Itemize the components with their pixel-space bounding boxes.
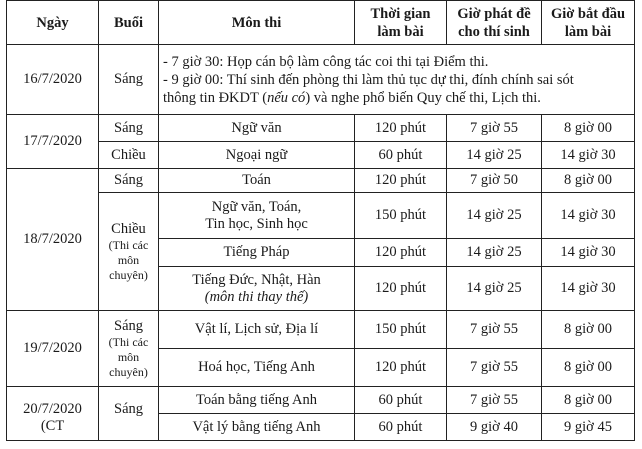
subject-cell: Vật lí, Lịch sử, Địa lí — [159, 311, 355, 349]
subject-cell: Toán bằng tiếng Anh — [159, 387, 355, 414]
duration-cell: 120 phút — [355, 349, 447, 387]
note-line: - 9 giờ 00: Thí sinh đến phòng thi làm thủ tục dự thi, đính chính sai sót — [163, 71, 574, 88]
handout-cell: 7 giờ 50 — [447, 169, 542, 193]
header-start — [542, 1, 635, 45]
date-cell: 16/7/2020 — [7, 45, 99, 115]
duration-cell: 150 phút — [355, 193, 447, 239]
session-cell: Sáng — [99, 115, 159, 142]
subject-cell: Ngữ văn — [159, 115, 355, 142]
header-row — [7, 1, 635, 45]
table-row — [7, 142, 635, 169]
date-line: 20/7/2020 — [23, 401, 82, 417]
start-cell: 8 giờ 00 — [542, 311, 635, 349]
subject-line: (môn thi thay thế) — [204, 288, 309, 305]
note-line — [163, 89, 631, 107]
note-italic: nếu có — [267, 89, 306, 106]
session-note: (Thi các — [108, 237, 149, 252]
header-duration-line2: làm bài — [377, 23, 424, 40]
table-row — [7, 387, 635, 414]
session-note: môn — [117, 252, 140, 267]
duration-cell: 120 phút — [355, 239, 447, 267]
session-cell: Sáng — [99, 169, 159, 193]
duration-cell: 60 phút — [355, 414, 447, 441]
header-subject: Môn thi — [159, 1, 355, 45]
start-cell: 14 giờ 30 — [542, 193, 635, 239]
handout-cell: 7 giờ 55 — [447, 349, 542, 387]
header-handout-line1: Giờ phát đề — [457, 5, 531, 22]
session-note: chuyên) — [109, 267, 148, 282]
start-cell: 14 giờ 30 — [542, 142, 635, 169]
duration-cell: 120 phút — [355, 169, 447, 193]
subject-line: Ngữ văn, Toán, — [211, 198, 302, 215]
start-cell: 8 giờ 00 — [542, 115, 635, 142]
date-line: (CT — [40, 418, 65, 434]
header-start-line2: làm bài — [564, 23, 612, 40]
duration-cell: 120 phút — [355, 267, 447, 311]
subject-cell: Toán — [159, 169, 355, 193]
table-row — [7, 115, 635, 142]
table-row — [7, 193, 635, 239]
start-cell: 8 giờ 00 — [542, 387, 635, 414]
notes-cell — [159, 45, 635, 115]
note-text: ) và nghe phổ biến Quy chế thi, Lịch thi. — [305, 89, 541, 106]
header-handout — [447, 1, 542, 45]
header-duration — [355, 1, 447, 45]
handout-cell: 14 giờ 25 — [447, 267, 542, 311]
header-start-line1: Giờ bắt đầu — [550, 5, 626, 22]
exam-schedule-table — [6, 0, 635, 441]
subject-cell — [159, 267, 355, 311]
duration-cell: 60 phút — [355, 387, 447, 414]
date-cell: 19/7/2020 — [7, 311, 99, 387]
session-cell — [99, 311, 159, 387]
subject-cell — [159, 193, 355, 239]
handout-cell: 14 giờ 25 — [447, 193, 542, 239]
date-cell: 18/7/2020 — [7, 169, 99, 311]
handout-cell: 9 giờ 40 — [447, 414, 542, 441]
subject-cell: Ngoại ngữ — [159, 142, 355, 169]
subject-cell: Tiếng Pháp — [159, 239, 355, 267]
date-cell — [7, 387, 99, 441]
note-text: thông tin ĐKDT ( — [163, 89, 268, 106]
handout-cell: 7 giờ 55 — [447, 387, 542, 414]
session-note: chuyên) — [109, 364, 148, 379]
table-row — [7, 311, 635, 349]
duration-cell: 120 phút — [355, 115, 447, 142]
handout-cell: 7 giờ 55 — [447, 115, 542, 142]
duration-cell: 150 phút — [355, 311, 447, 349]
handout-cell: 14 giờ 25 — [447, 142, 542, 169]
subject-line: Tiếng Đức, Nhật, Hàn — [192, 271, 321, 288]
table-row — [7, 45, 635, 115]
start-cell: 9 giờ 45 — [542, 414, 635, 441]
session-label: Chiều — [111, 220, 146, 237]
start-cell: 8 giờ 00 — [542, 349, 635, 387]
session-note: môn — [117, 349, 140, 364]
start-cell: 14 giờ 30 — [542, 239, 635, 267]
session-note: (Thi các — [108, 334, 149, 349]
session-cell: Sáng — [99, 387, 159, 441]
duration-cell: 60 phút — [355, 142, 447, 169]
subject-cell: Hoá học, Tiếng Anh — [159, 349, 355, 387]
header-date: Ngày — [7, 1, 99, 45]
header-session: Buổi — [99, 1, 159, 45]
start-cell: 14 giờ 30 — [542, 267, 635, 311]
header-handout-line2: cho thí sinh — [458, 23, 530, 40]
table-row — [7, 169, 635, 193]
session-label: Sáng — [114, 317, 143, 334]
note-line: - 7 giờ 30: Họp cán bộ làm công tác coi thi tại Điểm thi. — [163, 53, 489, 70]
handout-cell: 7 giờ 55 — [447, 311, 542, 349]
header-duration-line1: Thời gian — [370, 5, 431, 22]
session-cell: Sáng — [99, 45, 159, 115]
start-cell: 8 giờ 00 — [542, 169, 635, 193]
subject-line: Tin học, Sinh học — [205, 215, 308, 232]
subject-cell: Vật lý bằng tiếng Anh — [159, 414, 355, 441]
date-cell: 17/7/2020 — [7, 115, 99, 169]
handout-cell: 14 giờ 25 — [447, 239, 542, 267]
session-cell: Chiều — [99, 142, 159, 169]
session-cell — [99, 193, 159, 311]
